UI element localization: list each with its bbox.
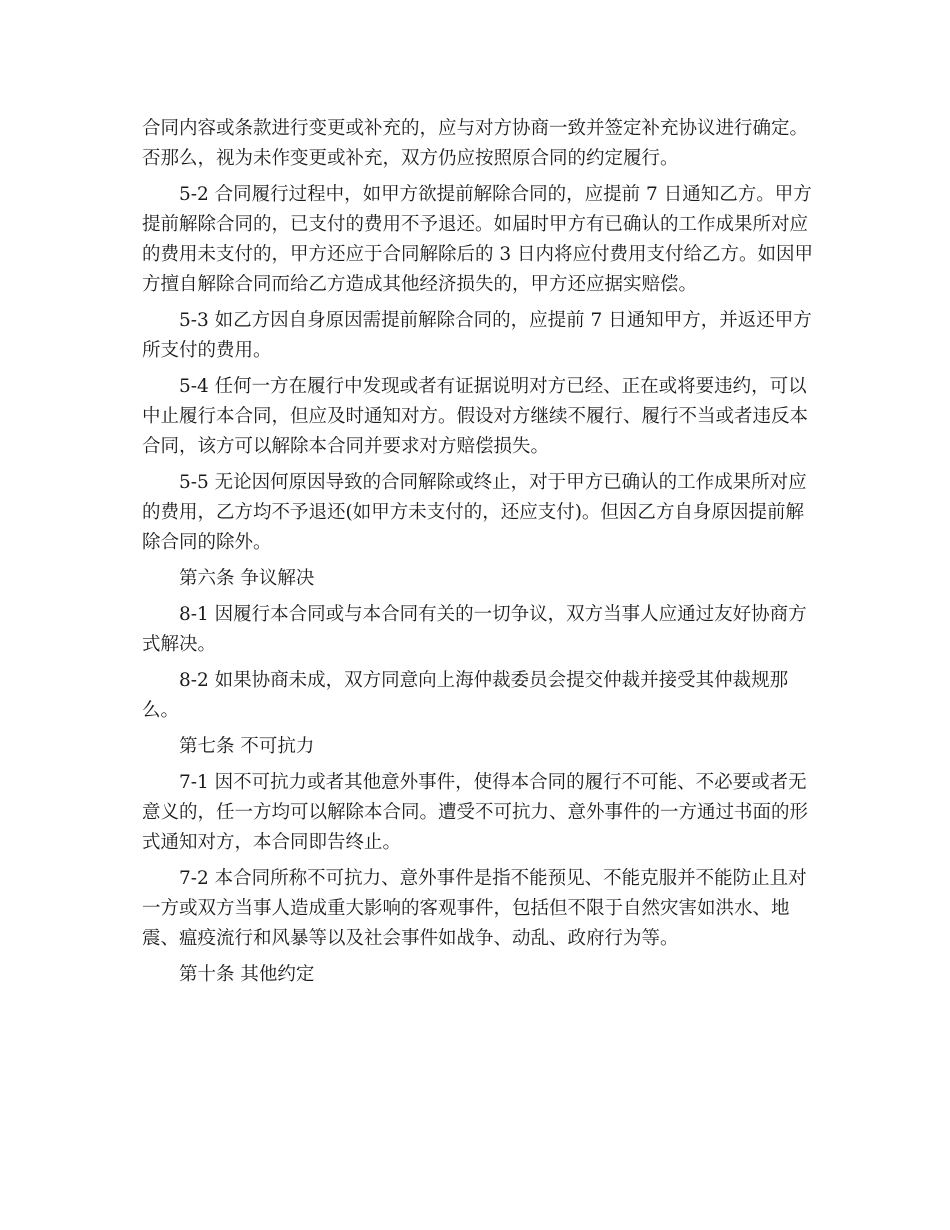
section-heading-article-10: 第十条 其他约定 [179,964,315,985]
paragraph-clause-8-2: 8-2 如果协商未成，双方同意向上海仲裁委员会提交仲裁并接受其仲裁规那么。 [142,670,789,721]
document-body [142,114,822,996]
paragraph-clause-5-4: 5-4 任何一方在履行中发现或者有证据说明对方已经、正在或将要违约，可以中止履行本合同，但应及时通知对方。假设对方继续不履行、履行不当或者违反本合同，该方可以解除本合同并要求对方赔偿损失。 [142,376,809,457]
paragraph-clause-7-1: 7-1 因不可抗力或者其他意外事件，使得本合同的履行不可能、不必要或者无意义的，任一方均可以解除本合同。遭受不可抗力、意外事件的一方通过书面的形式通知对方，本合同即告终止。 [142,772,809,853]
section-heading-article-7: 第七条 不可抗力 [179,736,315,757]
paragraph-clause-5-2: 5-2 合同履行过程中，如甲方欲提前解除合同的，应提前 7 日通知乙方。甲方提前解除合同的，已支付的费用不予退还。如届时甲方有已确认的工作成果所对应的费用未支付的，甲方还应于合同解除后的 3 日内将应付费用支付给乙方。如因甲方擅自解除合同而给乙方造成其他经济损失的，甲方还应据实赔偿。 [142,184,814,295]
paragraph-clause-7-2: 7-2 本合同所称不可抗力、意外事件是指不能预见、不能克服并不能防止且对一方或双方当事人造成重大影响的客观事件，包括但不限于自然灾害如洪水、地震、瘟疫流行和风暴等以及社会事件如战争、动乱、政府行为等。 [142,868,807,949]
paragraph-clause-5-3: 5-3 如乙方因自身原因需提前解除合同的，应提前 7 日通知甲方，并返还甲方所支付的费用。 [142,310,812,361]
paragraph-clause-8-1: 8-1 因履行本合同或与本合同有关的一切争议，双方当事人应通过友好协商方式解决。 [142,604,807,655]
section-heading-article-6: 第六条 争议解决 [179,568,315,589]
paragraph-clause-5-5: 5-5 无论因何原因导致的合同解除或终止，对于甲方已确认的工作成果所对应的费用，乙方均不予退还(如甲方未支付的，还应支付)。但因乙方自身原因提前解除合同的除外。 [142,472,807,553]
paragraph-continuation: 合同内容或条款进行变更或补充的，应与对方协商一致并签定补充协议进行确定。否那么，视为未作变更或补充，双方仍应按照原合同的约定履行。 [142,118,809,169]
